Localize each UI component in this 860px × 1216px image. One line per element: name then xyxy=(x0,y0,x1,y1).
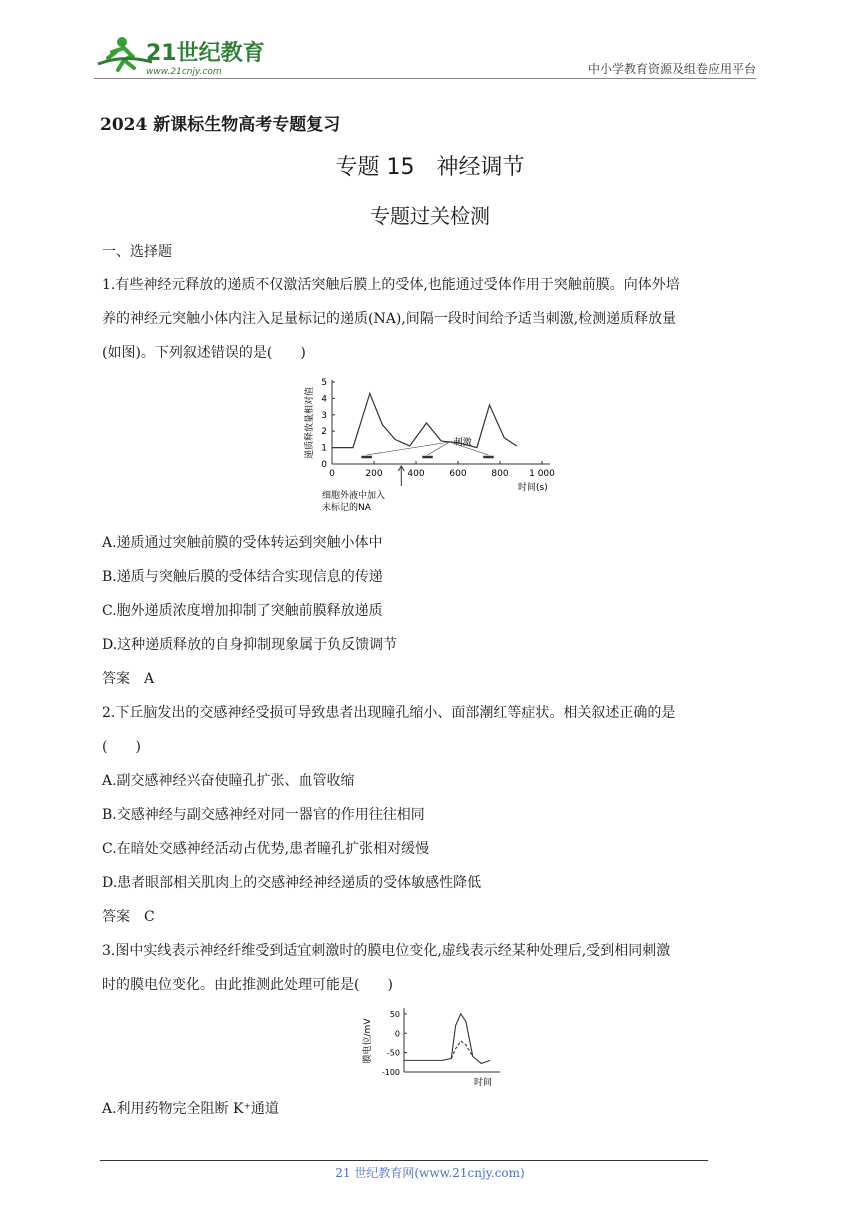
x-tick-label: 400 xyxy=(407,469,425,479)
y-tick-label: 4 xyxy=(321,394,327,405)
normal-potential-line xyxy=(404,1014,490,1064)
q1-stem-line: 1.有些神经元释放的递质不仅激活突触后膜上的受体,也能通过受体作用于突触前膜。向体外培 xyxy=(102,277,680,293)
y-axis-label: 膜电位/mV xyxy=(363,1018,373,1064)
stimulus-label: 刺激 xyxy=(453,438,472,448)
q1-option-d: D.这种递质释放的自身抑制现象属于负反馈调节 xyxy=(102,637,398,653)
header-divider xyxy=(94,78,756,79)
footer-text: 21 世纪教育网(www.21cnjy.com) xyxy=(335,1166,525,1180)
series-title: 2024 新课标生物高考专题复习 xyxy=(100,115,341,135)
q1-stem-line: (如图)。下列叙述错误的是( ) xyxy=(102,345,306,361)
release-line xyxy=(332,393,517,447)
q3-option-a: A.利用药物完全阻断 K⁺通道 xyxy=(102,1101,279,1117)
logo-text: 21世纪教育 xyxy=(146,41,264,66)
q2-stem-line: ( ) xyxy=(102,739,141,755)
y-tick-label: 0 xyxy=(321,460,327,470)
q3-stem-line: 时的膜电位变化。由此推测此处理可能是( ) xyxy=(102,977,393,993)
y-tick-label: 1 xyxy=(321,443,327,454)
q1-answer: 答案 A xyxy=(102,671,155,687)
q2-stem-line: 2.下丘脑发出的交感神经受损可导致患者出现瞳孔缩小、面部潮红等症状。相关叙述正确的是 xyxy=(102,705,676,721)
site-tagline: 中小学教育资源及组卷应用平台 xyxy=(587,62,756,76)
stimulus-pointer xyxy=(367,442,450,455)
y-tick-label: 2 xyxy=(321,427,327,438)
site-logo xyxy=(94,34,264,78)
y-tick-label: 5 xyxy=(321,378,327,388)
x-tick-label: 800 xyxy=(491,469,509,479)
subtitle: 专题过关检测 xyxy=(370,204,490,228)
logo-url: www.21cnjy.com xyxy=(146,67,222,77)
x-tick-label: 600 xyxy=(449,469,467,479)
x-axis-label: 时间(s) xyxy=(518,483,548,493)
q1-option-c: C.胞外递质浓度增加抑制了突触前膜释放递质 xyxy=(102,603,383,619)
y-tick-label: 0 xyxy=(394,1029,400,1039)
q2-option-a: A.副交感神经兴奋使瞳孔扩张、血管收缩 xyxy=(102,773,355,789)
y-tick-label: -100 xyxy=(381,1068,400,1077)
x-tick-label: 1 000 xyxy=(529,469,555,479)
q2-option-b: B.交感神经与副交感神经对同一器官的作用往往相同 xyxy=(102,807,425,823)
na-annotation: 细胞外液中加入 xyxy=(322,491,386,501)
q1-option-b: B.递质与突触后膜的受体结合实现信息的传递 xyxy=(102,569,383,585)
q3-chart xyxy=(360,1004,510,1090)
x-tick-label: 200 xyxy=(365,469,383,479)
x-axis-label: 时间 xyxy=(474,1078,493,1088)
treated-potential-line xyxy=(451,1041,473,1058)
footer-divider xyxy=(100,1160,708,1161)
x-tick-label: 0 xyxy=(329,469,335,479)
q1-stem-line: 养的神经元突触小体内注入足量标记的递质(NA),间隔一段时间给予适当刺激,检测递质释放量 xyxy=(102,311,677,327)
na-annotation: 未标记的NA xyxy=(322,503,371,513)
q2-option-d: D.患者眼部相关肌肉上的交感神经神经递质的受体敏感性降低 xyxy=(102,875,482,891)
section-heading: 一、选择题 xyxy=(102,244,172,260)
q3-stem-line: 3.图中实线表示神经纤维受到适宜刺激时的膜电位变化,虚线表示经某种处理后,受到相同刺激 xyxy=(102,943,671,959)
y-tick-label: -50 xyxy=(386,1048,400,1058)
q1-chart xyxy=(296,374,566,524)
topic-title: 专题 15 神经调节 xyxy=(335,155,525,180)
q2-answer: 答案 C xyxy=(102,909,155,925)
q1-option-a: A.递质通过突触前膜的受体转运到突触小体中 xyxy=(102,535,383,551)
runner-icon xyxy=(98,37,152,70)
y-tick-label: 3 xyxy=(321,410,327,421)
q2-option-c: C.在暗处交感神经活动占优势,患者瞳孔扩张相对缓慢 xyxy=(102,841,430,857)
y-axis-label: 递质释放量相对值 xyxy=(305,386,315,460)
y-tick-label: 50 xyxy=(389,1009,400,1019)
